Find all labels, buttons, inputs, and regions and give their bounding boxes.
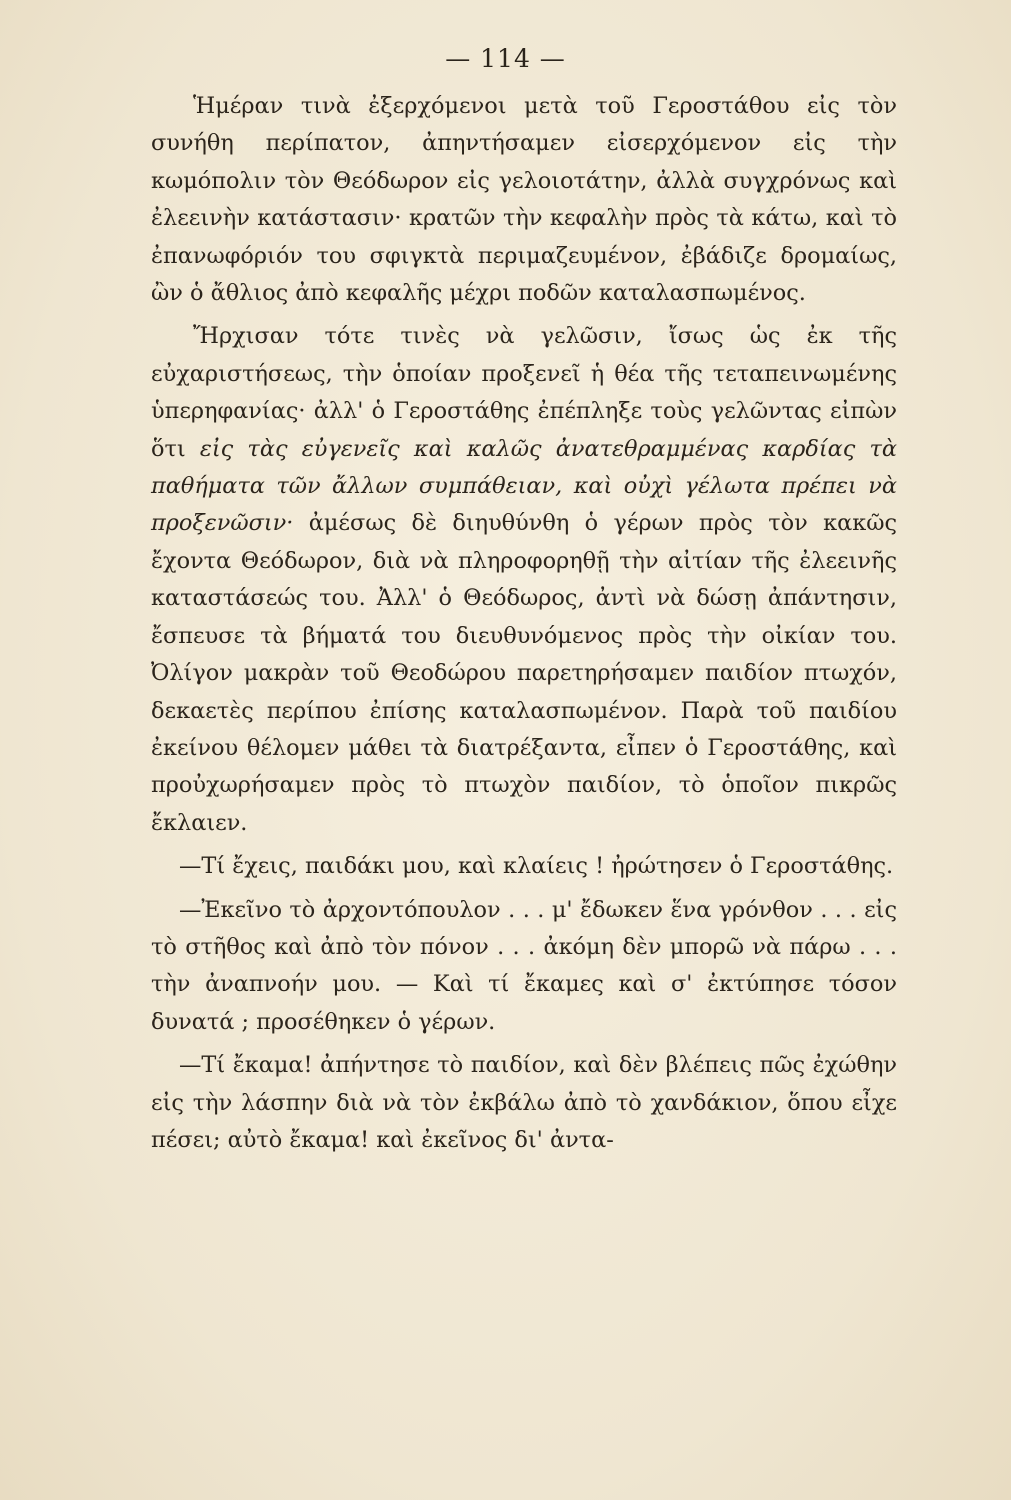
page-number: — 114 — (445, 44, 566, 73)
paragraph-2 (151, 318, 897, 842)
paragraph-2-italic-quote: εἰς τὰς εὐγενεῖς καὶ καλῶς ἀνατεθραμμένας καρδίας τὰ παθήματα τῶν ἄλλων συμπάθειαν, καὶ οὐχὶ γέλωτα πρέπει νὰ προξενῶσιν· (151, 435, 897, 537)
paragraph-2-text-continued: ἀμέσως δὲ διηυθύνθη ὁ γέρων πρὸς τὸν κακῶς ἔχοντα Θεόδωρον, διὰ νὰ πληροφορηθῇ τὴν αἰτίαν τῆς ἐλεεινῆς καταστάσεώς του. Ἀλλ' ὁ Θεόδωρος, ἀντὶ νὰ δώσῃ ἀπάντησιν, ἔσπευσε τὰ βήματά του διευθυνόμενος πρὸς τὴν οἰκίαν του. Ὀλίγον μακρὰν τοῦ Θεοδώρου παρετηρήσαμεν παιδίον πτωχόν, δεκαετὲς περίπου ἐπίσης καταλασπωμένον. Παρὰ τοῦ παιδίου ἐκείνου θέλομεν μάθει τὰ διατρέξαντα, εἶπεν ὁ Γεροστάθης, καὶ προὐχωρήσαμεν πρὸς τὸ πτωχὸν παιδίον, τὸ ὁποῖον πικρῶς ἔκλαιεν. (151, 510, 897, 836)
paragraph-2-text: Ἤρχισαν τότε τινὲς νὰ γελῶσιν, ἴσως ὡς ἐκ τῆς εὐχαριστήσεως, τὴν ὁποίαν προξενεῖ ἡ θέα τῆς τεταπεινωμένης ὑπερηφανίας· ἀλλ' ὁ Γεροστάθης ἐπέπληξε τοὺς γελῶντας εἰπὼν ὅτι (151, 323, 897, 462)
dialogue-line-3: —Τί ἔκαμα! ἀπήντησε τὸ παιδίον, καὶ δὲν βλέπεις πῶς ἐχώθην εἰς τὴν λάσπην διὰ νὰ τὸν ἐκβάλω ἀπὸ τὸ χανδάκιον, ὅπου εἶχε πέσει; αὐτὸ ἔκαμα! καὶ ἐκεῖνος δι' ἀντα- (151, 1052, 897, 1153)
dialogue-line-1: —Τί ἔχεις, παιδάκι μου, καὶ κλαίεις ! ἠρώτησεν ὁ Γεροστάθης. (179, 853, 894, 880)
dialogue-line-2: —Ἐκεῖνο τὸ ἀρχοντόπουλον . . . μ' ἔδωκεν ἕνα γρόνθον . . . εἰς τὸ στῆθος καὶ ἀπὸ τὸν πόνον . . . ἀκόμη δὲν μπορῶ νὰ πάρω . . . τὴν ἀναπνοήν μου. — Καὶ τί ἔκαμες καὶ σ' ἐκτύπησε τόσον δυνατά ; προσέθηκεν ὁ γέρων. (151, 896, 897, 1035)
paragraph-1: Ἡμέραν τινὰ ἐξερχόμενοι μετὰ τοῦ Γεροστάθου εἰς τὸν συνήθη περίπατον, ἀπηντήσαμεν εἰσερχόμενον εἰς τὴν κωμόπολιν τὸν Θεόδωρον εἰς γελοιοτάτην, ἀλλὰ συγχρόνως καὶ ἐλεεινὴν κατάστασιν· κρατῶν τὴν κεφαλὴν πρὸς τὰ κάτω, καὶ τὸ ἐπανωφόριόν του σφιγκτὰ περιμαζευμένον, ἐβάδιζε δρομαίως, ὢν ὁ ἄθλιος ἀπὸ κεφαλῆς μέχρι ποδῶν καταλασπωμένος. (151, 93, 897, 307)
body-text (151, 88, 897, 1159)
